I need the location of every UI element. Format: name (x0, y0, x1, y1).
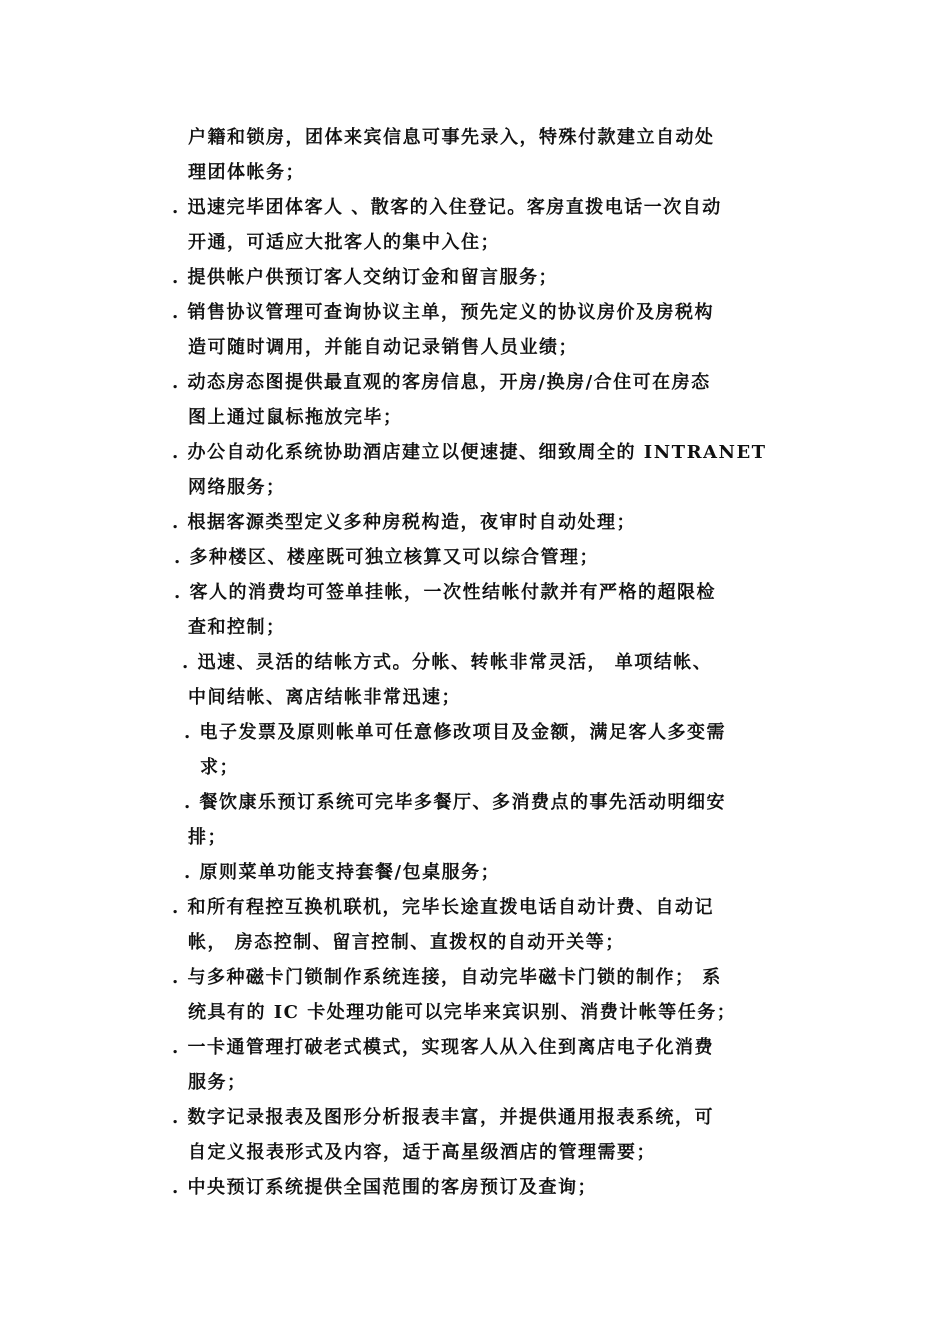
text-line-content: 开通，可适应大批客人的集中入住； (188, 232, 500, 253)
text-line (0, 400, 950, 435)
text-line-content: 户籍和锁房，团体来宾信息可事先录入，特殊付款建立自动处 (188, 127, 715, 148)
text-line (0, 260, 950, 295)
text-line-content: . 办公自动化系统协助酒店建立以便速捷、细致周全的 INTRANET (172, 442, 767, 463)
text-line (0, 1100, 950, 1135)
text-line (0, 995, 950, 1030)
text-line-content: . 餐饮康乐预订系统可完毕多餐厅、多消费点的事先活动明细安 (184, 792, 727, 813)
text-line (0, 645, 950, 680)
text-line-content: . 多种楼区、楼座既可独立核算又可以综合管理； (174, 547, 600, 568)
text-line (0, 855, 950, 890)
text-line-content: 自定义报表形式及内容，适于高星级酒店的管理需要； (188, 1142, 656, 1163)
text-line-content: . 迅速、灵活的结帐方式。分帐、转帐非常灵活， 单项结帐、 (182, 652, 713, 673)
text-line-content: 中间结帐、离店结帐非常迅速； (188, 687, 461, 708)
text-line (0, 225, 950, 260)
text-line-content: 求； (200, 757, 239, 778)
text-line (0, 505, 950, 540)
text-line (0, 610, 950, 645)
text-line-content: . 与多种磁卡门锁制作系统连接，自动完毕磁卡门锁的制作； 系 (172, 967, 722, 988)
text-line (0, 715, 950, 750)
text-line (0, 190, 950, 225)
text-line-content: 查和控制； (188, 617, 286, 638)
text-line-content: 帐， 房态控制、留言控制、直拨权的自动开关等； (188, 932, 625, 953)
text-line-content: . 迅速完毕团体客人 、散客的入住登记。客房直拨电话一次自动 (172, 197, 722, 218)
text-line (0, 330, 950, 365)
text-line (0, 155, 950, 190)
text-line (0, 120, 950, 155)
text-line (0, 540, 950, 575)
text-line (0, 785, 950, 820)
text-line-content: . 根据客源类型定义多种房税构造，夜审时自动处理； (172, 512, 637, 533)
text-line-content: . 电子发票及原则帐单可任意修改项目及金额，满足客人多变需 (184, 722, 727, 743)
text-line-content: . 动态房态图提供最直观的客房信息，开房/换房/合住可在房态 (172, 372, 711, 393)
text-line (0, 295, 950, 330)
text-line-content: . 和所有程控互换机联机，完毕长途直拨电话自动计费、自动记 (172, 897, 715, 918)
text-line-content: 服务； (188, 1072, 247, 1093)
text-line (0, 1170, 950, 1205)
text-line (0, 575, 950, 610)
text-line (0, 1065, 950, 1100)
text-line (0, 1135, 950, 1170)
text-line (0, 470, 950, 505)
text-line-content: 造可随时调用，并能自动记录销售人员业绩； (188, 337, 578, 358)
text-line-content: . 提供帐户供预订客人交纳订金和留言服务； (172, 267, 559, 288)
text-line-content: . 一卡通管理打破老式模式，实现客人从入住到离店电子化消费 (172, 1037, 715, 1058)
text-line (0, 925, 950, 960)
text-line (0, 435, 950, 470)
text-line (0, 1030, 950, 1065)
text-line-content: 网络服务； (188, 477, 286, 498)
text-line-content: . 客人的消费均可签单挂帐，一次性结帐付款并有严格的超限检 (174, 582, 717, 603)
text-line (0, 680, 950, 715)
text-line-content: 图上通过鼠标拖放完毕； (188, 407, 403, 428)
text-line-content: 理团体帐务； (188, 162, 305, 183)
text-line (0, 960, 950, 995)
text-line-content: 排； (188, 827, 227, 848)
text-line (0, 890, 950, 925)
text-line-content: . 中央预订系统提供全国范围的客房预订及查询； (172, 1177, 598, 1198)
text-line-content: . 原则菜单功能支持套餐/包桌服务； (184, 862, 501, 883)
text-line-content: . 数字记录报表及图形分析报表丰富，并提供通用报表系统，可 (172, 1107, 715, 1128)
text-line-content: 统具有的 IC 卡处理功能可以完毕来宾识别、消费计帐等任务； (188, 1002, 737, 1023)
text-line (0, 820, 950, 855)
text-line-content: . 销售协议管理可查询协议主单，预先定义的协议房价及房税构 (172, 302, 715, 323)
text-line (0, 750, 950, 785)
text-line (0, 365, 950, 400)
